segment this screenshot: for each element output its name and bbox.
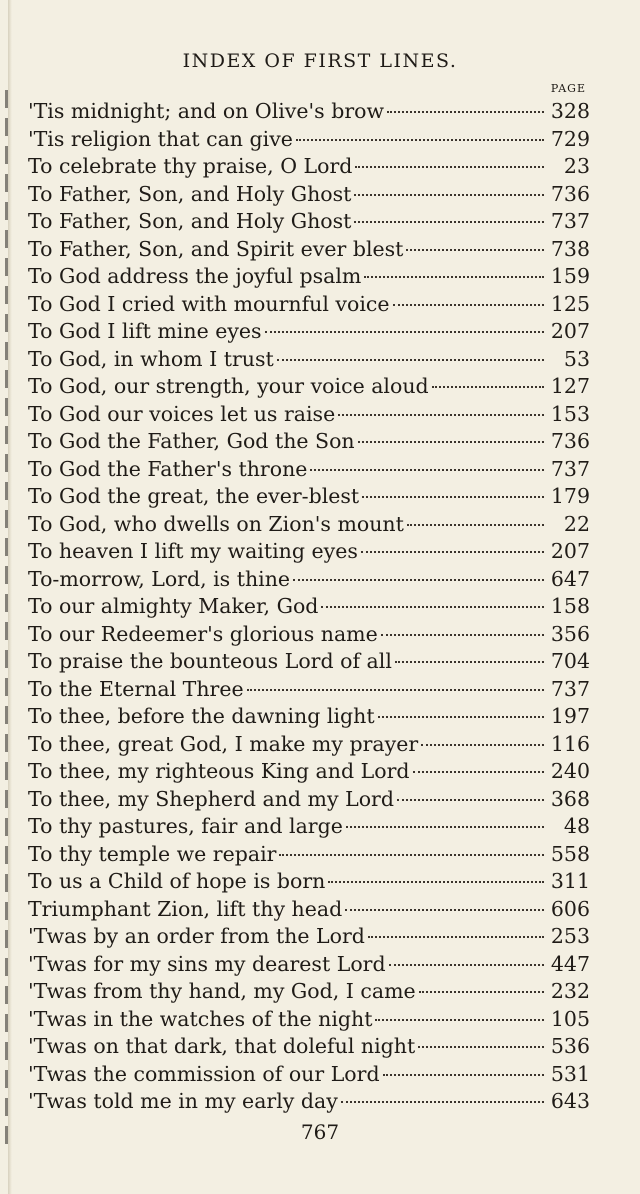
index-entry	[28, 1006, 590, 1034]
entry-page-number: 536	[550, 1034, 590, 1058]
dot-leader	[432, 386, 544, 388]
index-entry	[28, 648, 590, 676]
entry-first-line: To heaven I lift my waiting eyes	[28, 539, 358, 563]
entry-first-line: To Father, Son, and Holy Ghost	[28, 181, 352, 206]
index-entry	[28, 896, 590, 924]
entry-first-line: 'Twas in the watches of the night	[28, 1006, 373, 1031]
dot-leader	[265, 331, 544, 333]
index-entry	[28, 456, 590, 484]
page-title: INDEX OF FIRST LINES.	[182, 50, 458, 72]
dot-leader	[354, 194, 544, 196]
entry-page-number: 558	[550, 841, 590, 866]
dot-leader	[310, 469, 544, 471]
dot-leader	[358, 441, 544, 443]
entry-first-line: To God, who dwells on Zion's mount	[28, 511, 404, 536]
index-entry	[28, 346, 590, 374]
entry-first-line: To God address the joyful psalm	[28, 264, 362, 288]
entry-page-number: 738	[550, 236, 590, 261]
dot-leader	[362, 496, 544, 498]
entry-first-line: To our almighty Maker, God	[28, 594, 319, 618]
page-number: 767	[300, 1120, 340, 1144]
entry-first-line: To thee, my righteous King and Lord	[28, 759, 410, 783]
dot-leader	[393, 304, 544, 306]
dot-leader	[375, 1019, 544, 1021]
entry-first-line: To God I lift mine eyes	[28, 319, 262, 343]
dot-leader	[413, 771, 544, 773]
entry-first-line: To God our voices let us raise	[28, 401, 336, 426]
entry-page-number: 328	[550, 99, 590, 123]
dot-leader	[406, 249, 544, 251]
entry-page-number: 127	[550, 374, 590, 398]
binding-gutter	[8, 0, 12, 1194]
entry-page-number: 311	[550, 869, 590, 893]
entry-first-line: 'Twas told me in my early day	[28, 1089, 338, 1113]
index-entry	[28, 126, 590, 154]
entry-page-number: 159	[550, 264, 590, 288]
entry-first-line: 'Tis midnight; and on Olive's brow	[28, 99, 385, 123]
index-entry	[28, 868, 590, 896]
entry-first-line: To celebrate thy praise, O Lord	[28, 154, 353, 178]
entry-page-number: 729	[550, 126, 590, 151]
entry-page-number: 643	[550, 1089, 590, 1113]
index-entry	[28, 731, 590, 759]
entry-first-line: To God, in whom I trust	[28, 346, 274, 371]
entry-first-line: To our Redeemer's glorious name	[28, 621, 378, 646]
index-entry	[28, 181, 590, 209]
entry-first-line: To God the Father's throne	[28, 456, 308, 481]
entry-page-number: 232	[550, 979, 590, 1003]
index-entry	[28, 373, 590, 401]
index-entry	[28, 978, 590, 1006]
dot-leader	[407, 524, 544, 526]
dot-leader	[418, 1046, 544, 1048]
page-column-header: PAGE	[550, 82, 586, 95]
dot-leader	[397, 799, 544, 801]
entry-page-number: 737	[550, 676, 590, 701]
index-entry	[28, 676, 590, 704]
index-entry	[28, 1061, 590, 1089]
entry-page-number: 736	[550, 181, 590, 206]
entry-page-number: 647	[550, 566, 590, 591]
entry-page-number: 48	[563, 814, 590, 838]
index-entry	[28, 483, 590, 511]
entry-page-number: 207	[550, 319, 590, 343]
entry-page-number: 105	[550, 1006, 590, 1031]
entry-first-line: 'Tis religion that can give	[28, 126, 293, 151]
index-entry	[28, 566, 590, 594]
entry-first-line: To thy pastures, fair and large	[28, 814, 343, 838]
dot-leader	[341, 1101, 544, 1103]
dot-leader	[296, 139, 544, 141]
entry-first-line: To the Eternal Three	[28, 676, 244, 701]
entry-page-number: 22	[563, 511, 590, 536]
dot-leader	[361, 551, 544, 553]
index-entry	[28, 263, 590, 291]
index-entry	[28, 236, 590, 264]
index-entry	[28, 318, 590, 346]
entry-page-number: 116	[550, 731, 590, 756]
index-entry	[28, 208, 590, 236]
dot-leader	[338, 414, 544, 416]
first-lines-index	[28, 98, 590, 1116]
index-entry	[28, 621, 590, 649]
entry-page-number: 447	[550, 951, 590, 976]
entry-page-number: 158	[550, 594, 590, 618]
dot-leader	[247, 689, 544, 691]
index-entry	[28, 786, 590, 814]
index-entry	[28, 923, 590, 951]
index-entry	[28, 428, 590, 456]
entry-page-number: 23	[563, 154, 590, 178]
dot-leader	[387, 111, 544, 113]
entry-page-number: 125	[550, 291, 590, 316]
entry-page-number: 737	[550, 209, 590, 233]
entry-page-number: 737	[550, 456, 590, 481]
index-entry	[28, 813, 590, 841]
entry-first-line: To-morrow, Lord, is thine	[28, 566, 291, 591]
index-entry	[28, 593, 590, 621]
dot-leader	[321, 606, 544, 608]
entry-page-number: 207	[550, 539, 590, 563]
entry-page-number: 53	[563, 346, 590, 371]
entry-first-line: 'Twas on that dark, that doleful night	[28, 1034, 416, 1058]
dot-leader	[378, 716, 544, 718]
dot-leader	[364, 276, 544, 278]
entry-first-line: To God the Father, God the Son	[28, 429, 355, 453]
entry-first-line: 'Twas by an order from the Lord	[28, 924, 365, 948]
entry-first-line: To God the great, the ever-blest	[28, 484, 360, 508]
entry-first-line: To praise the bounteous Lord of all	[28, 649, 392, 673]
entry-first-line: 'Twas for my sins my dearest Lord	[28, 951, 386, 976]
entry-page-number: 356	[550, 621, 590, 646]
index-entry	[28, 401, 590, 429]
dot-leader	[383, 1074, 544, 1076]
entry-page-number: 368	[550, 786, 590, 811]
index-entry	[28, 841, 590, 869]
entry-first-line: To Father, Son, and Holy Ghost	[28, 209, 352, 233]
entry-page-number: 736	[550, 429, 590, 453]
entry-first-line: To God, our strength, your voice aloud	[28, 374, 429, 398]
entry-first-line: 'Twas the commission of our Lord	[28, 1061, 380, 1086]
entry-page-number: 531	[550, 1061, 590, 1086]
entry-page-number: 253	[550, 924, 590, 948]
index-entry	[28, 511, 590, 539]
gutter-marks	[5, 90, 8, 1150]
dot-leader	[354, 221, 544, 223]
entry-page-number: 197	[550, 704, 590, 728]
entry-first-line: To God I cried with mournful voice	[28, 291, 390, 316]
index-entry	[28, 951, 590, 979]
entry-page-number: 240	[550, 759, 590, 783]
dot-leader	[355, 166, 544, 168]
dot-leader	[279, 854, 544, 856]
entry-first-line: To thee, my Shepherd and my Lord	[28, 786, 394, 811]
entry-first-line: Triumphant Zion, lift thy head	[28, 896, 343, 921]
index-entry	[28, 1033, 590, 1061]
index-entry	[28, 153, 590, 181]
entry-first-line: To Father, Son, and Spirit ever blest	[28, 236, 404, 261]
index-entry	[28, 98, 590, 126]
dot-leader	[389, 964, 544, 966]
dot-leader	[368, 936, 544, 938]
entry-first-line: To thee, before the dawning light	[28, 704, 375, 728]
dot-leader	[328, 881, 544, 883]
entry-first-line: To thee, great God, I make my prayer	[28, 731, 419, 756]
index-entry	[28, 1088, 590, 1116]
dot-leader	[419, 991, 544, 993]
entry-page-number: 179	[550, 484, 590, 508]
entry-page-number: 704	[550, 649, 590, 673]
entry-page-number: 153	[550, 401, 590, 426]
entry-page-number: 606	[550, 896, 590, 921]
index-entry	[28, 703, 590, 731]
dot-leader	[293, 579, 544, 581]
entry-first-line: To us a Child of hope is born	[28, 869, 326, 893]
entry-first-line: To thy temple we repair	[28, 841, 277, 866]
entry-first-line: 'Twas from thy hand, my God, I came	[28, 979, 416, 1003]
index-entry	[28, 538, 590, 566]
dot-leader	[346, 826, 544, 828]
dot-leader	[395, 661, 544, 663]
index-entry	[28, 758, 590, 786]
dot-leader	[381, 634, 544, 636]
dot-leader	[277, 359, 544, 361]
dot-leader	[421, 744, 544, 746]
index-entry	[28, 291, 590, 319]
dot-leader	[345, 909, 544, 911]
